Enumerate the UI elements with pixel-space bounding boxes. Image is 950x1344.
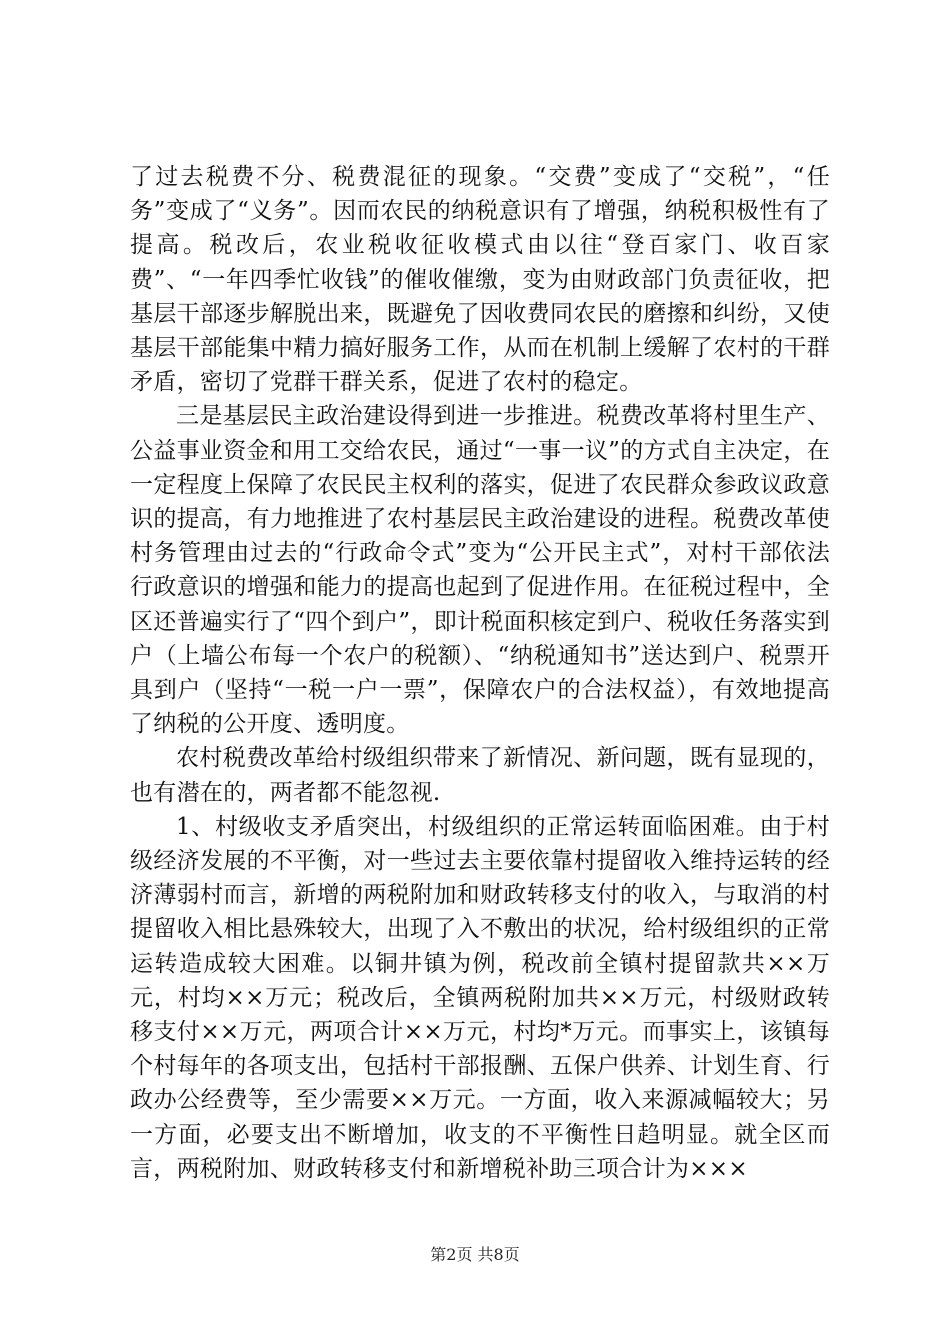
paragraph-4: 1、村级收支矛盾突出，村级组织的正常运转面临困难。由于村级经济发展的不平衡，对一些过去主要依靠村提留收入维持运转的经济薄弱村而言，新增的两税附加和财政转移支付的收入，与取消的村提留收入相比悬殊较大，出现了入不敷出的状况，给村级组织的正常运转造成较大困难。以铜井镇为例，税改前全镇村提留款共××万元，村均××万元；税改后，全镇两税附加共××万元，村级财政转移支付××万元，两项合计××万元，村均*万元。而事实上，该镇每个村每年的各项支出，包括村干部报酬、五保户供养、计划生育、行政办公经费等，至少需要××万元。一方面，收入来源减幅较大；另一方面，必要支出不断增加，收支的不平衡性日趋明显。就全区而言，两税附加、财政转移支付和新增税补助三项合计为××× bbox=[130, 813, 830, 1182]
paragraph-1: 了过去税费不分、税费混征的现象。“交费”变成了“交税”，“任务”变成了“义务”。因而农民的纳税意识有了增强，纳税积极性有了提高。税改后，农业税收征收模式由以往“登百家门、收百家费”、“一年四季忙收钱”的催收催缴，变为由财政部门负责征收，把基层干部逐步解脱出来，既避免了因收费同农民的磨擦和纠纷，又使基层干部能集中精力搞好服务工作，从而在机制上缓解了农村的干群矛盾，密切了党群干群关系，促进了农村的稳定。 bbox=[130, 164, 830, 396]
paragraph-3: 农村税费改革给村级组织带来了新情况、新问题，既有显现的，也有潜在的，两者都不能忽视. bbox=[130, 745, 830, 806]
page-footer: 第2页 共8页 bbox=[430, 1245, 520, 1264]
paragraph-2: 三是基层民主政治建设得到进一步推进。税费改革将村里生产、公益事业资金和用工交给农民，通过“一事一议”的方式自主决定，在一定程度上保障了农民民主权利的落实，促进了农民群众参政议政意识的提高，有力地推进了农村基层民主政治建设的进程。税费改革使村务管理由过去的“行政命令式”变为“公开民主式”，对村干部依法行政意识的增强和能力的提高也起到了促进作用。在征税过程中，全区还普遍实行了“四个到户”，即计税面积核定到户、税收任务落实到户（上墙公布每一个农户的税额）、“纳税通知书”送达到户、税票开具到户（坚持“一税一户一票”，保障农户的合法权益），有效地提高了纳税的公开度、透明度。 bbox=[130, 403, 830, 738]
document-body bbox=[130, 160, 830, 1186]
